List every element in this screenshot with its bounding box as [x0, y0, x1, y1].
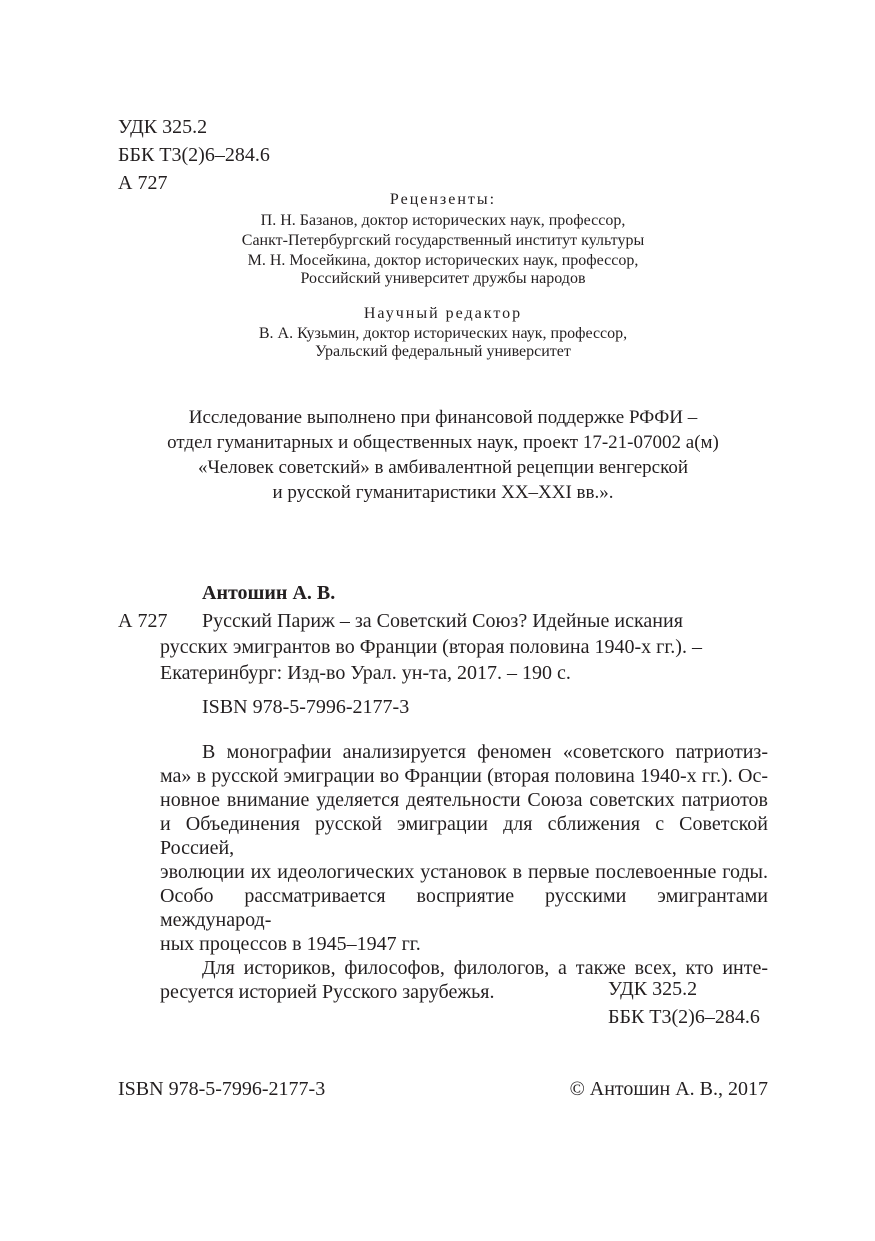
audience-line: ресуется историей Русского зарубежья. [160, 981, 495, 1003]
abstract-line: ных процессов в 1945–1947 гг. [160, 933, 421, 955]
reviewer-line: П. Н. Базанов, доктор исторических наук, профессор, [260, 212, 626, 229]
audience-line: Для историков, философов, филологов, а также всех, кто инте- [202, 957, 768, 979]
funding-line: отдел гуманитарных и общественных наук, проект 17-21-07002 а(м) [167, 432, 719, 453]
bib-title-line: русских эмигрантов во Франции (вторая половина 1940-х гг.). – [160, 636, 702, 658]
udk-code: УДК 325.2 [118, 116, 208, 138]
reviewer-line: Российский университет дружбы народов [300, 270, 586, 287]
bib-author: Антошин А. В. [202, 582, 336, 604]
abstract-line: и Объединения русской эмиграции для сближения с Советской Россией, [160, 813, 768, 859]
editor-heading: Научный редактор [363, 305, 523, 322]
funding-line: «Человек советский» в амбивалентной рецепции венгерской [197, 457, 689, 478]
abstract-line: Особо рассматривается восприятие русскими эмигрантами международ- [160, 885, 768, 931]
funding-line: и русской гуманитаристики XX–XXI вв.». [272, 482, 614, 503]
abstract [160, 740, 768, 1004]
bib-isbn: ISBN 978-5-7996-2177-3 [202, 696, 410, 718]
funding-line: Исследование выполнено при финансовой поддержке РФФИ – [188, 407, 698, 428]
copyright: © Антошин А. В., 2017 [569, 1078, 768, 1100]
reviewers-heading: Рецензенты: [389, 191, 497, 208]
editor-line: Уральский федеральный университет [315, 343, 571, 360]
footer-isbn: ISBN 978-5-7996-2177-3 [118, 1078, 326, 1100]
bib-sign: А 727 [118, 610, 168, 632]
reviewer-line: М. Н. Мосейкина, доктор исторических наук, профессор, [247, 252, 639, 269]
abstract-line: эволюции их идеологических установок в первые послевоенные годы. [160, 861, 768, 883]
bib-publisher-line: Екатеринбург: Изд-во Урал. ун-та, 2017. – 190 с. [160, 662, 571, 684]
author-sign: А 727 [118, 172, 168, 194]
editor-line: В. А. Кузьмин, доктор исторических наук, профессор, [258, 325, 628, 342]
udk-code-bottom: УДК 325.2 [608, 978, 698, 1000]
abstract-line: новное внимание уделяется деятельности Союза советских патриотов [160, 789, 768, 811]
bib-title-line: Русский Париж – за Советский Союз? Идейные искания [202, 610, 683, 632]
abstract-line: ма» в русской эмиграции во Франции (вторая половина 1940-х гг.). Ос- [160, 765, 768, 787]
abstract-line: В монографии анализируется феномен «советского патриотиз- [202, 741, 768, 763]
bbk-code: ББК Т3(2)6–284.6 [118, 144, 270, 166]
reviewer-line: Санкт-Петербургский государственный институт культуры [241, 232, 645, 249]
bbk-code-bottom: ББК Т3(2)6–284.6 [608, 1006, 760, 1028]
